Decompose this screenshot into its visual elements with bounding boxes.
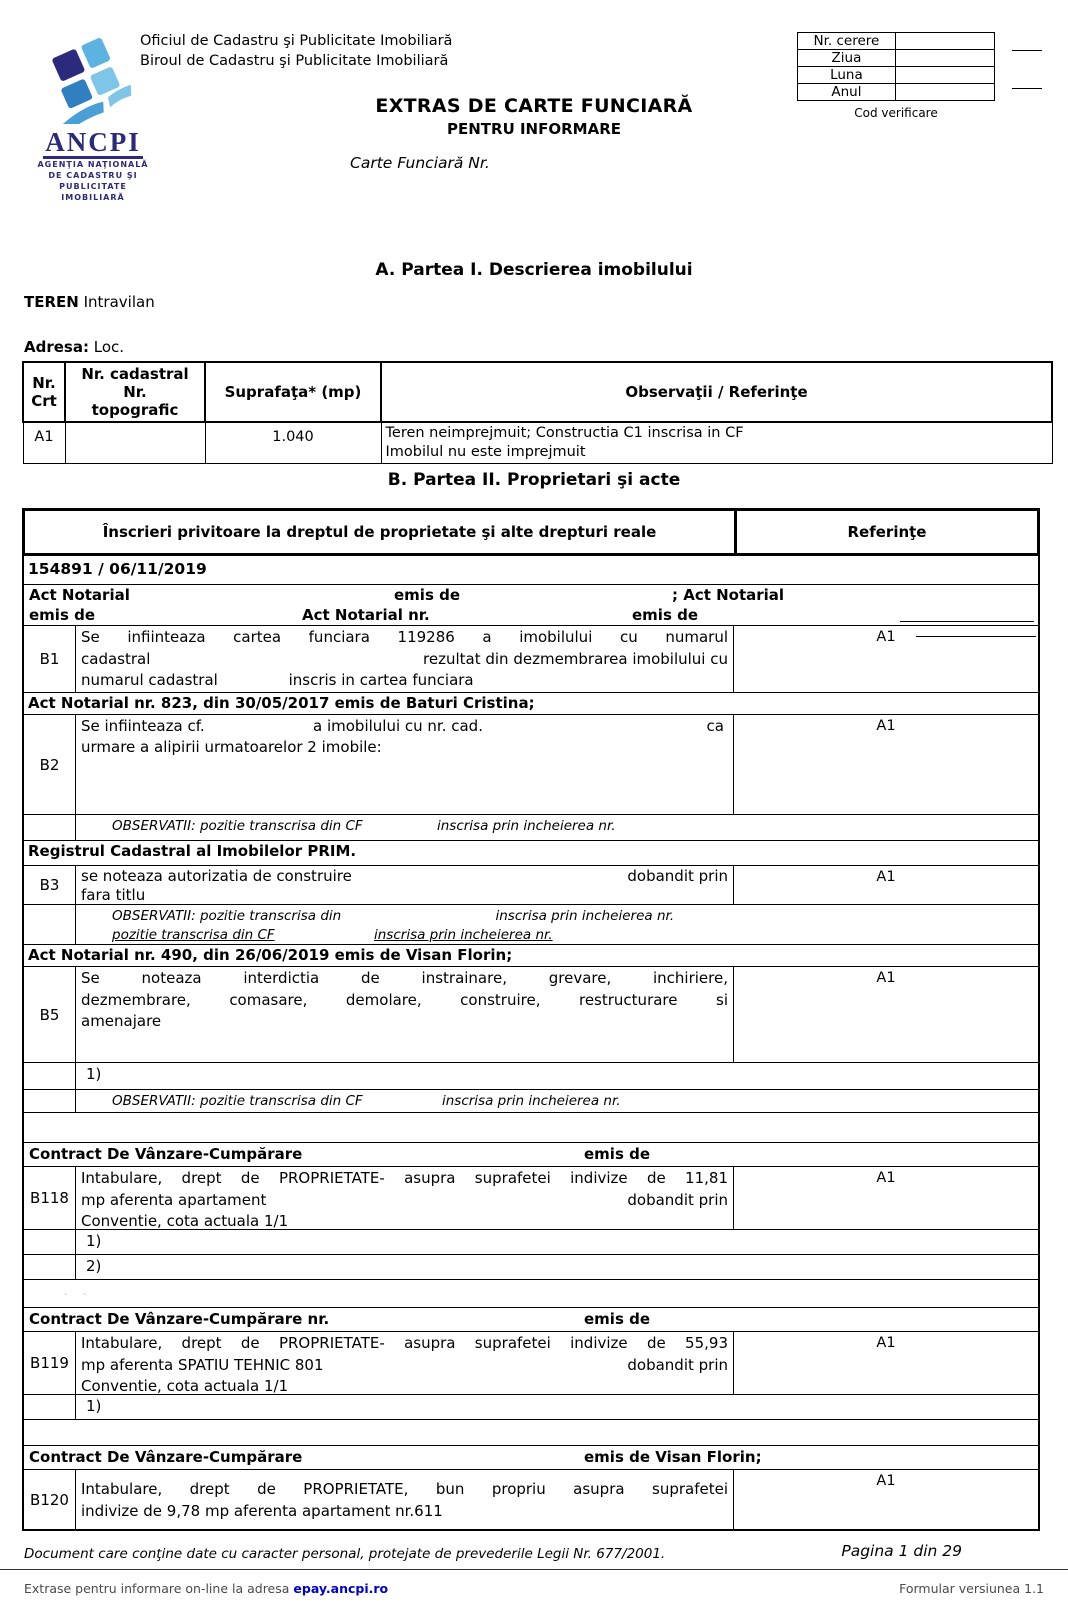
contract-header-2: Contract De Vânzare-Cumpărare nr. emis de <box>24 1307 1038 1331</box>
document-title: EXTRAS DE CARTE FUNCIARĂ <box>375 95 693 117</box>
entry-row-b5-item1 <box>24 1062 1038 1089</box>
form-version: Formular versiunea 1.1 <box>899 1581 1044 1596</box>
empty-row <box>24 1112 1038 1142</box>
redaction-mark <box>1012 50 1042 51</box>
entry-id: B2 <box>24 715 76 814</box>
entry-row-b3-observations <box>24 904 1038 944</box>
entry-id: B118 <box>24 1167 76 1229</box>
act-header-1: Act Notarial emis de ; Act Notarial emis de Act Notarial nr. emis de <box>24 584 1038 625</box>
entry-row-b5-observations <box>24 1089 1038 1112</box>
col-nr-crt: Nr. Crt <box>23 362 65 422</box>
request-number-value <box>895 33 994 50</box>
part-b-col2-header: Referinţe <box>847 523 927 541</box>
entry-reference: A1 <box>876 869 896 885</box>
entry-id: B5 <box>24 967 76 1062</box>
list-item: 2) <box>86 1257 102 1275</box>
entry-id: B3 <box>24 866 76 904</box>
act-header-2: Act Notarial nr. 823, din 30/05/2017 emis de Baturi Cristina; <box>24 692 1038 714</box>
land-book-number-label: Carte Funciară Nr. <box>350 154 490 172</box>
land-use: TEREN <box>24 293 79 311</box>
col-cadastral: Nr. cadastral Nr. topografic <box>65 362 205 422</box>
redaction-mark <box>900 621 1034 622</box>
logo-agency-line1: AGENŢIA NAŢIONALĂ <box>37 160 149 170</box>
contract-header-1: Contract De Vânzare-Cumpărare emis de <box>24 1142 1038 1166</box>
request-day-value <box>895 50 994 67</box>
entry-reference: A1 <box>876 970 896 986</box>
entry-reference: A1 <box>876 1170 896 1186</box>
entry-row-b1 <box>24 625 1038 692</box>
office-line2: Biroul de Cadastru şi Publicitate Imobiliară <box>140 53 449 69</box>
observations-text: OBSERVATII: pozitie transcrisa din CF inscrisa prin incheierea nr. <box>112 818 616 834</box>
entry-row-b119-item1 <box>24 1394 1038 1419</box>
legal-notice: Document care conţine date cu caracter personal, protejate de prevederile Legii Nr. 677/2001. <box>24 1546 666 1562</box>
request-number-label: Nr. cerere <box>798 33 896 50</box>
entry-reference: A1 <box>734 626 1038 692</box>
entry-row-b118-item1 <box>24 1229 1038 1254</box>
entry-text: Se noteaza interdictia de instrainare, grevare, inchiriere, dezmembrare, comasare, demolare, construire, restructurare si amenajare <box>76 967 734 1062</box>
entry-id: B1 <box>24 626 76 692</box>
empty-row <box>24 1419 1038 1445</box>
entry-row-b118-item2 <box>24 1254 1038 1279</box>
list-item: 1) <box>86 1232 102 1250</box>
entry-row-b5 <box>24 966 1038 1062</box>
col-observatii: Observaţii / Referinţe <box>381 362 1052 422</box>
logo-agency-line3: PUBLICITATE IMOBILIARĂ <box>59 182 127 203</box>
land-zone: Intravilan <box>83 293 155 311</box>
request-number-box <box>797 32 995 101</box>
observations-text: OBSERVATII: pozitie transcrisa din CF inscrisa prin incheierea nr. <box>112 1093 621 1109</box>
entry-row-b2-observations <box>24 814 1038 840</box>
epay-link[interactable]: epay.ancpi.ro <box>293 1581 389 1596</box>
entry-text: Intabulare, drept de PROPRIETATE, bun propriu asupra suprafetei indivize de 9,78 mp aferenta apartament nr.611 <box>76 1470 734 1529</box>
observations-text: OBSERVATII: pozitie transcrisa din inscrisa prin incheierea nr. pozitie transcrisa din CF inscrisa prin incheierea nr. <box>112 908 675 943</box>
entry-row-b3 <box>24 865 1038 904</box>
case-number-row: 154891 / 06/11/2019 <box>28 560 207 578</box>
empty-row <box>24 1279 1038 1307</box>
entry-row-b118 <box>24 1166 1038 1229</box>
part-b-col1-header: Înscrieri privitoare la dreptul de proprietate şi alte drepturi reale <box>25 511 737 553</box>
entry-row-b120 <box>24 1469 1038 1529</box>
cell-observatii: Teren neimprejmuit; Constructia C1 inscrisa in CF Imobilul nu este imprejmuit <box>381 422 1052 464</box>
document-subtitle: PENTRU INFORMARE <box>447 120 621 138</box>
part-a-table <box>22 361 1053 464</box>
request-year-label: Anul <box>798 84 896 101</box>
entry-id: B120 <box>24 1470 76 1529</box>
logo-acronym: ANCPI <box>43 128 143 159</box>
page-indicator: Pagina 1 din 29 <box>841 1542 962 1560</box>
part-b-body <box>22 556 1040 1531</box>
entry-reference: A1 <box>876 1335 896 1351</box>
redaction-mark <box>1012 88 1042 89</box>
entry-id: B119 <box>24 1332 76 1394</box>
entry-row-b2 <box>24 714 1038 814</box>
contract-header-3: Contract De Vânzare-Cumpărare emis de Visan Florin; <box>24 1445 1038 1469</box>
list-item: 1) <box>86 1397 102 1415</box>
online-extract-note: Extrase pentru informare on-line la adresa epay.ancpi.ro <box>24 1581 389 1596</box>
list-item: 1) <box>86 1065 102 1083</box>
address-line <box>24 338 124 356</box>
registry-header: Registrul Cadastral al Imobilelor PRIM. <box>24 840 1038 865</box>
address-value: Loc. <box>93 338 125 356</box>
redaction-mark <box>916 636 1036 637</box>
request-month-value <box>895 67 994 84</box>
cell-cadastral <box>65 422 205 464</box>
part-b-table <box>22 508 1040 1531</box>
land-type <box>24 293 155 311</box>
part-b-heading: B. Partea II. Proprietari şi acte <box>387 470 681 490</box>
issuing-office <box>140 31 452 71</box>
entry-text: Intabulare, drept de PROPRIETATE- asupra suprafetei indivize de 55,93 mp aferenta SPATIU TEHNIC 801 dobandit prin Conventie, cota actuala 1/1 <box>76 1332 734 1394</box>
entry-text: se noteaza autorizatia de construire dobandit prin fara titlu <box>76 866 734 904</box>
entry-text: Intabulare, drept de PROPRIETATE- asupra suprafetei indivize de 11,81 mp aferenta apartament dobandit prin Conventie, cota actuala 1/1 <box>76 1167 734 1229</box>
footer-divider <box>0 1569 1068 1570</box>
part-a-heading: A. Partea I. Descrierea imobilului <box>375 260 693 280</box>
part-b-header-row <box>22 508 1040 556</box>
entry-text: Se infiinteaza cartea funciara 119286 a imobilului cu numarul cadastral rezultat din dezmembrarea imobilului cu numarul cadastral inscris in cartea funciara <box>76 626 734 692</box>
office-line1: Oficiul de Cadastru şi Publicitate Imobiliară <box>140 33 453 49</box>
part-a-header-row <box>23 362 1052 422</box>
redaction-mark: · · <box>64 1288 93 1301</box>
cell-suprafata: 1.040 <box>205 422 381 464</box>
part-a-data-row <box>23 422 1052 464</box>
request-month-label: Luna <box>798 67 896 84</box>
entry-text: Se infiinteaza cf. a imobilului cu nr. cad. ca urmare a alipirii urmatoarelor 2 imobile: <box>76 715 734 814</box>
logo-agency-line2: DE CADASTRU ŞI <box>48 171 138 181</box>
verification-code-label: Cod verificare <box>854 106 938 120</box>
redaction-mark <box>296 1211 726 1230</box>
act-header-3: Act Notarial nr. 490, din 26/06/2019 emis de Visan Florin; <box>24 944 1038 966</box>
entry-reference: A1 <box>876 1473 896 1489</box>
cell-nr-crt: A1 <box>23 422 65 464</box>
request-day-label: Ziua <box>798 50 896 67</box>
entry-row-b119 <box>24 1331 1038 1394</box>
col-suprafata: Suprafaţa* (mp) <box>205 362 381 422</box>
address-label: Adresa: <box>24 338 89 356</box>
entry-reference: A1 <box>876 718 896 734</box>
